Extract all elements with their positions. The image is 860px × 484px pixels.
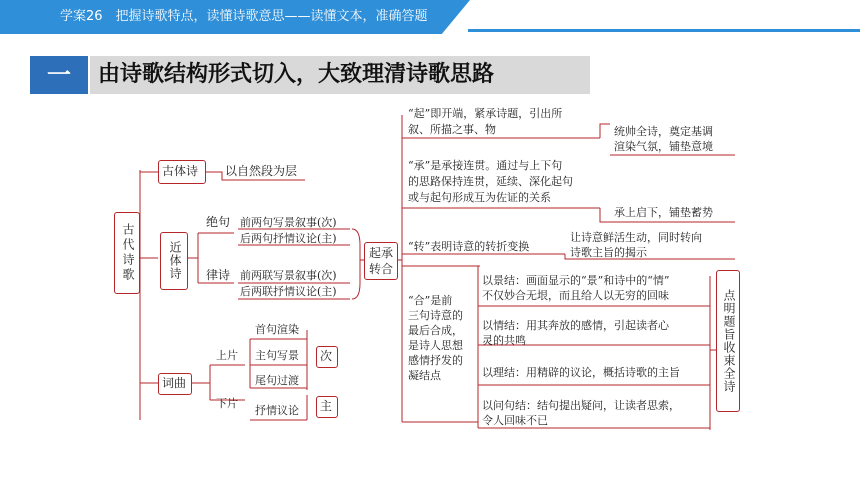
qicheng-label: 起承转合 [368,246,393,276]
he-line-6: 凝结点 [408,369,441,382]
he-line-3: 最后合成， [408,324,463,337]
he-line-5: 感情抒发的 [408,354,463,367]
ci-secondary-box [316,346,338,368]
ci-label: 词曲 [162,376,187,390]
he-item-2b: 灵的共鸣 [482,334,526,347]
jueju-label: 绝句 [206,215,231,229]
ci-main-box [316,396,338,418]
ancient-poem-label: 古体诗 [162,164,199,178]
lvshi-line1: 前两联写景叙事(次) [240,269,337,282]
ci-item-1: 首句渲染 [255,323,299,336]
cheng-result: 承上启下，铺垫蓄势 [614,206,713,219]
qicheng-box [364,242,398,280]
jueju-line1: 前两句写景叙事(次) [240,216,337,229]
ci-lower: 下片 [216,397,238,410]
section-number: 一 [30,56,88,94]
page-title: 学案26 把握诗歌特点，读懂诗歌意思——读懂文本，准确答题 [60,9,428,24]
he-item-1b: 不仅妙合无垠，而且给人以无穷的回味 [482,289,669,302]
he-item-4a: 以问句结：结句提出疑问，让读者思索， [482,399,680,412]
root-box [114,212,140,294]
zhuan-result-2: 诗歌主旨的揭示 [570,246,647,259]
ci-main-label: 主 [320,399,333,413]
he-item-4b: 令人回味不已 [482,414,548,427]
he-side-box [716,270,740,412]
he-item-3a: 以理结：用精辟的议论，概括诗歌的主旨 [482,366,680,379]
ci-upper: 上片 [216,349,238,362]
he-side-label: 点明题旨收束全诗 [722,289,736,393]
lvshi-label: 律诗 [206,268,231,282]
he-item-1a: 以景结：画面显示的“景”和诗中的“情” [482,274,670,287]
he-item-2a: 以情结：用其奔放的感情，引起读者心 [482,319,669,332]
zhuan-text: “转”表明诗意的转折变换 [408,240,530,253]
ci-item-3: 尾句过渡 [255,374,299,387]
zhuan-result-1: 让诗意鲜活生动，同时转向 [570,231,702,244]
he-line-1: “合”是前 [408,294,453,307]
he-line-2: 三句诗意的 [408,309,463,322]
lvshi-line2: 后两联抒情议论(主) [240,285,337,298]
cheng-text-1: “承”是承接连贯。通过与上下句 [408,159,563,172]
qi-result-1: 统帅全诗，奠定基调 [614,125,713,138]
qi-text-1: “起”即开端，紧承诗题，引出所 [408,107,563,120]
ancient-poem-desc: 以自然段为层 [225,164,298,178]
he-line-4: 是诗人思想 [408,339,463,352]
qi-result-2: 渲染气氛，铺垫意境 [614,140,713,153]
ci-item-4: 抒情议论 [255,404,299,417]
section-title: 由诗歌结构形式切入，大致理清诗歌思路 [98,62,495,87]
ancient-poem-box [158,160,206,184]
ci-secondary-label: 次 [320,349,333,363]
ci-box [158,373,192,395]
modern-poem-box [160,232,188,290]
root-label: 古代诗歌 [121,223,135,283]
ci-item-2: 主句写景 [255,349,299,362]
cheng-text-2: 的思路保持连贯，延续、深化起句 [408,175,573,188]
qi-text-2: 叙、所描之事、物 [408,123,496,136]
jueju-line2: 后两句抒情议论(主) [240,232,337,245]
modern-poem-label: 近体诗 [168,240,182,280]
cheng-text-3: 或与起句形成互为佐证的关系 [408,191,551,204]
